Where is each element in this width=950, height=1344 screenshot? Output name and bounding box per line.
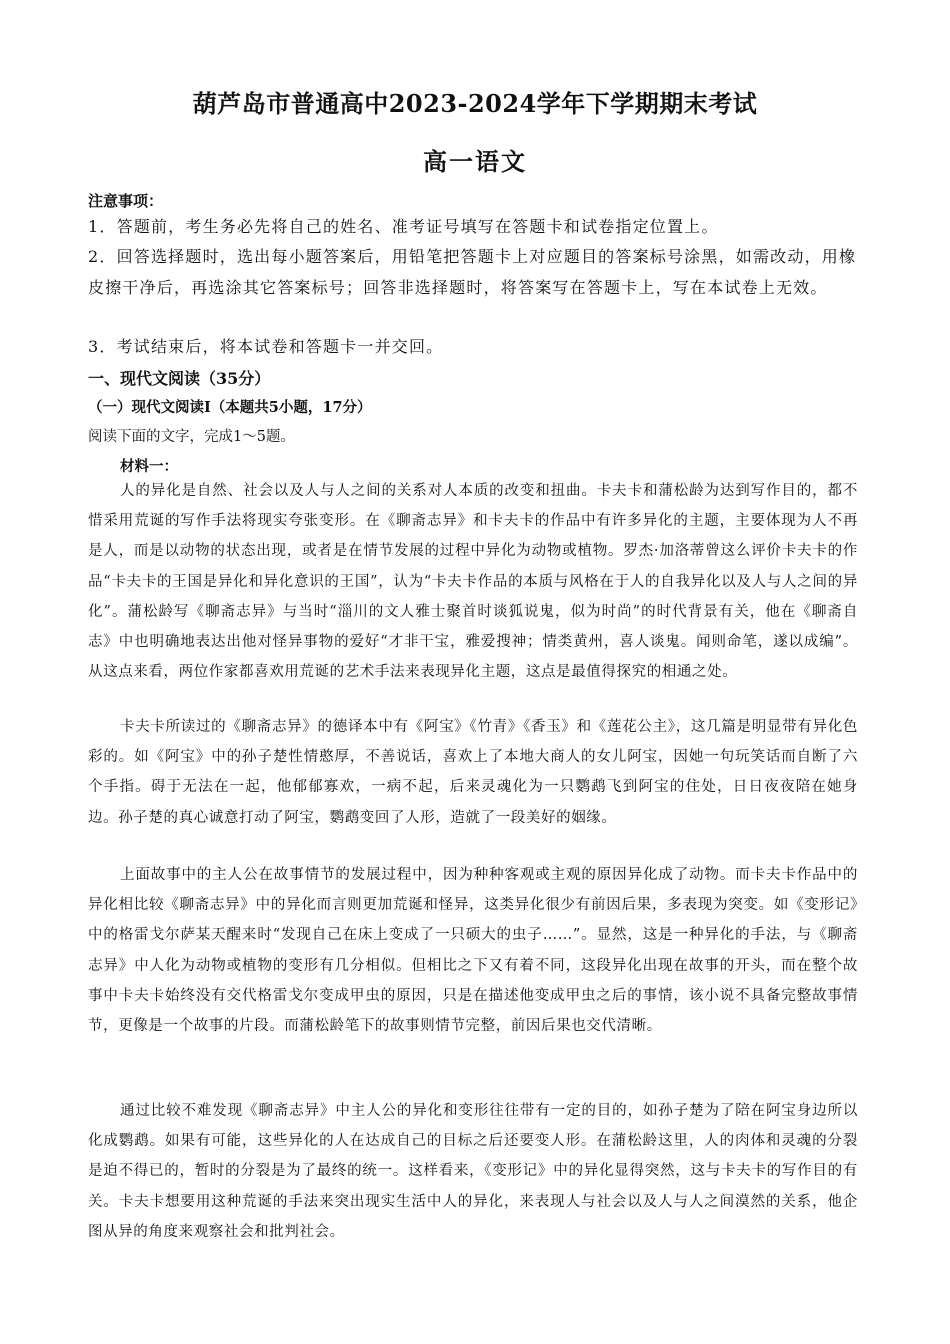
paragraph-2: 卡夫卡所读过的《聊斋志异》的德译本中有《阿宝》《竹青》《香玉》和《莲花公主》，这几篇是明显带有异化色彩的。如《阿宝》中的孙子楚性情憨厚，不善说话，喜欢上了本地大商人的女儿阿宝，因她一句玩笑话而自断了六个手指。碍于无法在一起，他郁郁寡欢，一病不起，后来灵魂化为一只鹦鹉飞到阿宝的住处，日日夜夜陪在她身边。孙子楚的真心诚意打动了阿宝，鹦鹉变回了人形，造就了一段美好的姻缘。 [88, 719, 858, 826]
subsection-heading: （一）现代文阅读Ⅰ（本题共5小题，17分） [88, 399, 372, 416]
reading-instruction: 阅读下面的文字，完成1～5题。 [88, 429, 295, 445]
paragraph-3: 上面故事中的主人公在故事情节的发展过程中，因为种种客观或主观的原因异化成了动物。而卡夫卡作品中的异化相比较《聊斋志异》中的异化而言则更加荒诞和怪异，这类异化很少有前因后果，多表现为突变。如《变形记》中的格雷戈尔萨某天醒来时“发现自己在床上变成了一只硕大的虫子……”。显然，这是一种异化的手法，与《聊斋志异》中人化为动物或植物的变形有几分相似。但相比之下又有着不同，这段异化出现在故事的开头，而在整个故事中卡夫卡始终没有交代格雷戈尔变成甲虫的原因，只是在描述他变成甲虫之后的事情，该小说不具备完整故事情节，更像是一个故事的片段。而蒲松龄笔下的故事则情节完整，前因后果也交代清晰。 [88, 867, 858, 1035]
page-subtitle: 高一语文 [423, 147, 527, 176]
notice-heading: 注意事项： [88, 192, 164, 210]
notice-item-3: 3．考试结束后，将本试卷和答题卡一并交回。 [88, 337, 444, 356]
notice-item-2: 2．回答选择题时，选出每小题答案后，用铅笔把答题卡上对应题目的答案标号涂黑，如需改动，用橡皮擦干净后，再选涂其它答案标号；回答非选择题时，将答案写在答题卡上，写在本试卷上无效。 [88, 247, 857, 297]
page-title: 葫芦岛市普通高中2023-2024学年下学期期末考试 [192, 89, 758, 118]
material-label: 材料一： [120, 458, 178, 475]
section-heading: 一、现代文阅读（35分） [88, 369, 271, 388]
notice-item-1: 1．答题前，考生务必先将自己的姓名、准考证号填写在答题卡和试卷指定位置上。 [88, 217, 719, 236]
paragraph-4: 通过比较不难发现《聊斋志异》中主人公的异化和变形往往带有一定的目的，如孙子楚为了陪在阿宝身边所以化成鹦鹉。如果有可能，这些异化的人在达成自己的目标之后还要变人形。在蒲松龄这里，人的肉体和灵魂的分裂是迫不得已的，暂时的分裂是为了最终的统一。这样看来，《变形记》中的异化显得突然，这与卡夫卡的写作目的有关。卡夫卡想要用这种荒诞的手法来突出现实生活中人的异化，来表现人与社会以及人与人之间漠然的关系，他企图从异的角度来观察社会和批判社会。 [88, 1103, 858, 1240]
paragraph-1: 人的异化是自然、社会以及人与人之间的关系对人本质的改变和扭曲。卡夫卡和蒲松龄为达到写作目的，都不惜采用荒诞的写作手法将现实夸张变形。在《聊斋志异》和卡夫卡的作品中有许多异化的主题，主要体现为人不再是人，而是以动物的状态出现，或者是在情节发展的过程中异化为动物或植物。罗杰·加洛蒂曾这么评价卡夫卡的作品“卡夫卡的王国是异化和异化意识的王国”，认为“卡夫卡作品的本质与风格在于人的自我异化以及人与人之间的异化”。蒲松龄写《聊斋志异》与当时“淄川的文人雅士聚首时谈狐说鬼，似为时尚”的时代背景有关，他在《聊斋自志》中也明确地表达出他对怪异事物的爱好“才非干宝，雅爱搜神；情类黄州，喜人谈鬼。闻则命笔，遂以成编”。从这点来看，两位作家都喜欢用荒诞的艺术手法来表现异化主题，这点是最值得探究的相通之处。 [88, 483, 858, 681]
